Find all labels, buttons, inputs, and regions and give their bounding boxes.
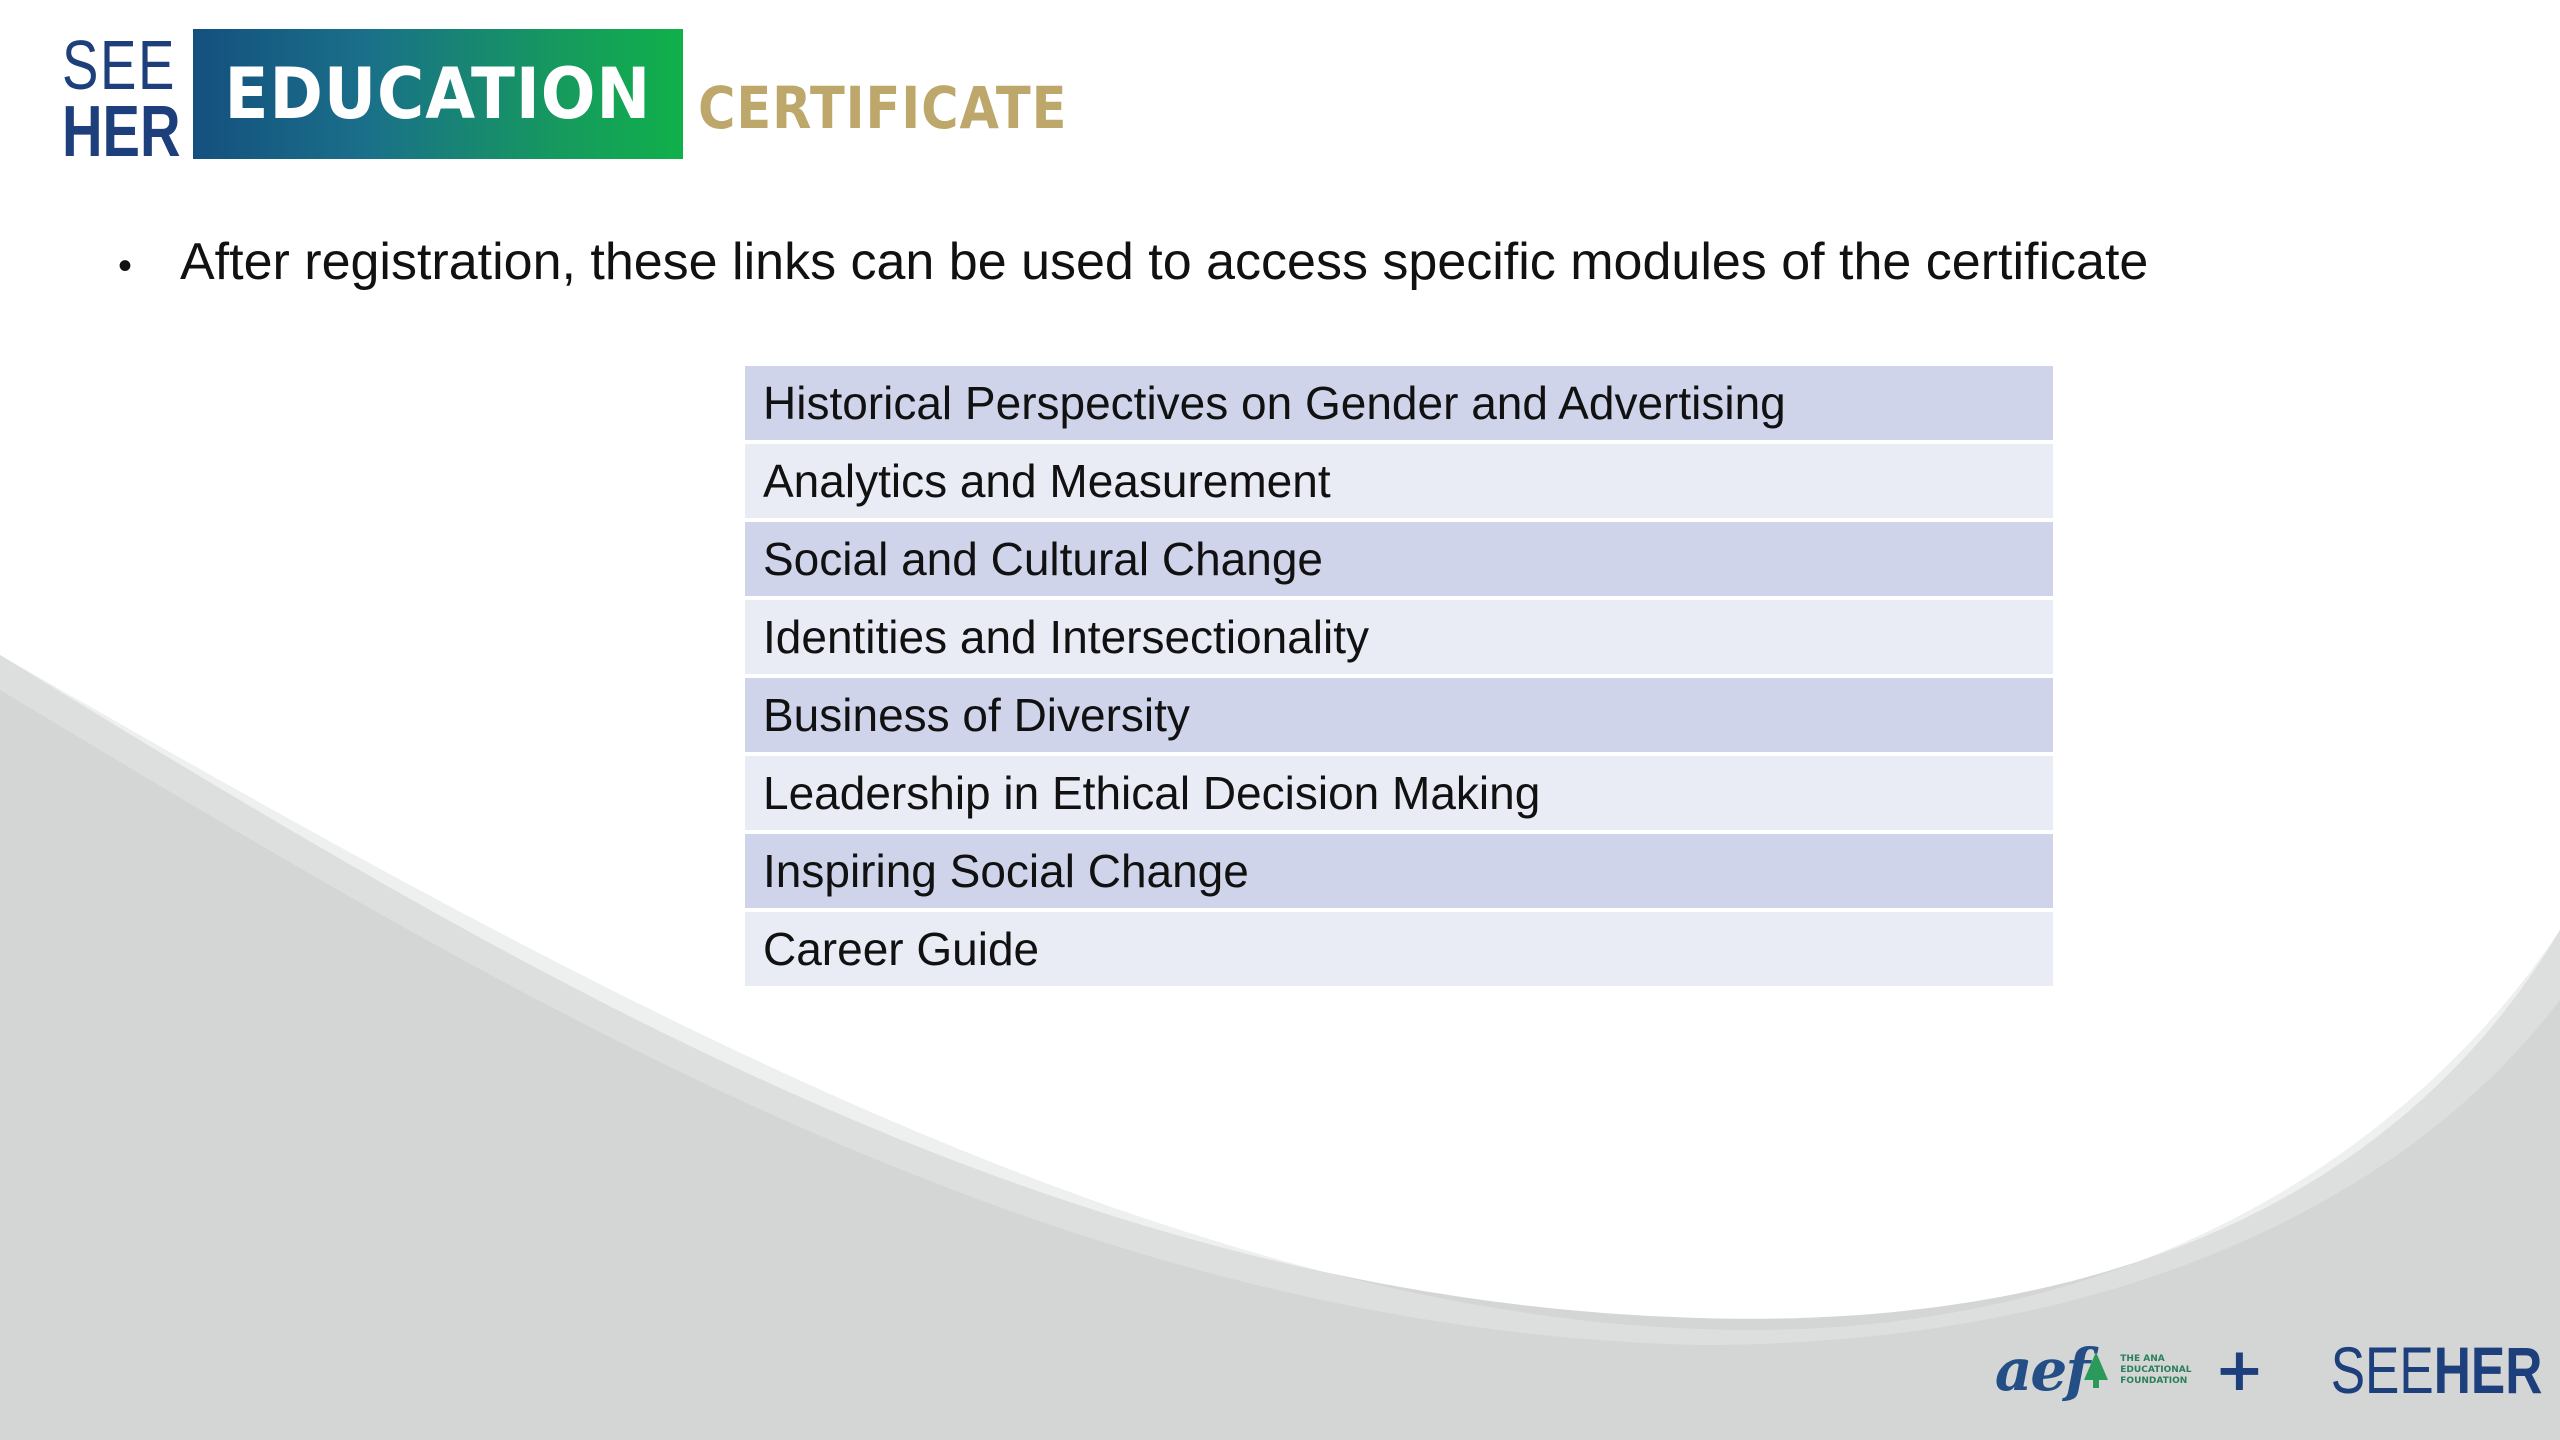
module-row[interactable] — [745, 522, 2053, 596]
module-link-historical-perspectives[interactable]: Historical Perspectives on Gender and Advertising — [763, 377, 1786, 429]
education-label: EDUCATION — [224, 53, 652, 135]
footer-logos — [1995, 1330, 2542, 1410]
module-row[interactable] — [745, 444, 2053, 518]
bullet-text: After registration, these links can be used to access specific modules of the certificate — [180, 233, 2149, 291]
footer-seeher-her: HER — [2433, 1333, 2542, 1407]
education-banner — [193, 29, 683, 159]
module-row[interactable] — [745, 834, 2053, 908]
seeher-logo-see: SEE — [62, 26, 176, 104]
aef-logo — [1995, 1335, 2204, 1405]
module-link-leadership[interactable]: Leadership in Ethical Decision Making — [763, 767, 1541, 819]
modules-table — [745, 362, 2053, 990]
footer-seeher-logo — [2330, 1332, 2542, 1408]
aef-logo-text: aef — [1994, 1336, 2089, 1404]
module-link-identities[interactable]: Identities and Intersectionality — [763, 611, 1370, 663]
module-link-analytics[interactable]: Analytics and Measurement — [763, 455, 1331, 507]
module-link-business-diversity[interactable]: Business of Diversity — [763, 689, 1190, 741]
module-row[interactable] — [745, 912, 2053, 986]
seeher-logo-her: HER — [62, 92, 181, 172]
footer-seeher-see: SEE — [2330, 1333, 2434, 1407]
tree-icon — [2082, 1350, 2110, 1390]
module-link-inspiring-change[interactable]: Inspiring Social Change — [763, 845, 1249, 897]
bullet-item — [118, 232, 2148, 292]
certificate-label: CERTIFICATE — [698, 74, 1068, 142]
module-row[interactable] — [745, 756, 2053, 830]
aef-caption: THE ANA EDUCATIONAL FOUNDATION — [2120, 1353, 2192, 1386]
bullet-dot-icon: • — [118, 244, 133, 288]
module-link-career-guide[interactable]: Career Guide — [763, 923, 1040, 975]
module-row[interactable] — [745, 600, 2053, 674]
module-row[interactable] — [745, 366, 2053, 440]
module-link-social-cultural[interactable]: Social and Cultural Change — [763, 533, 1324, 585]
seeher-logo — [62, 26, 181, 172]
module-row[interactable] — [745, 678, 2053, 752]
plus-sign: + — [2214, 1335, 2265, 1405]
